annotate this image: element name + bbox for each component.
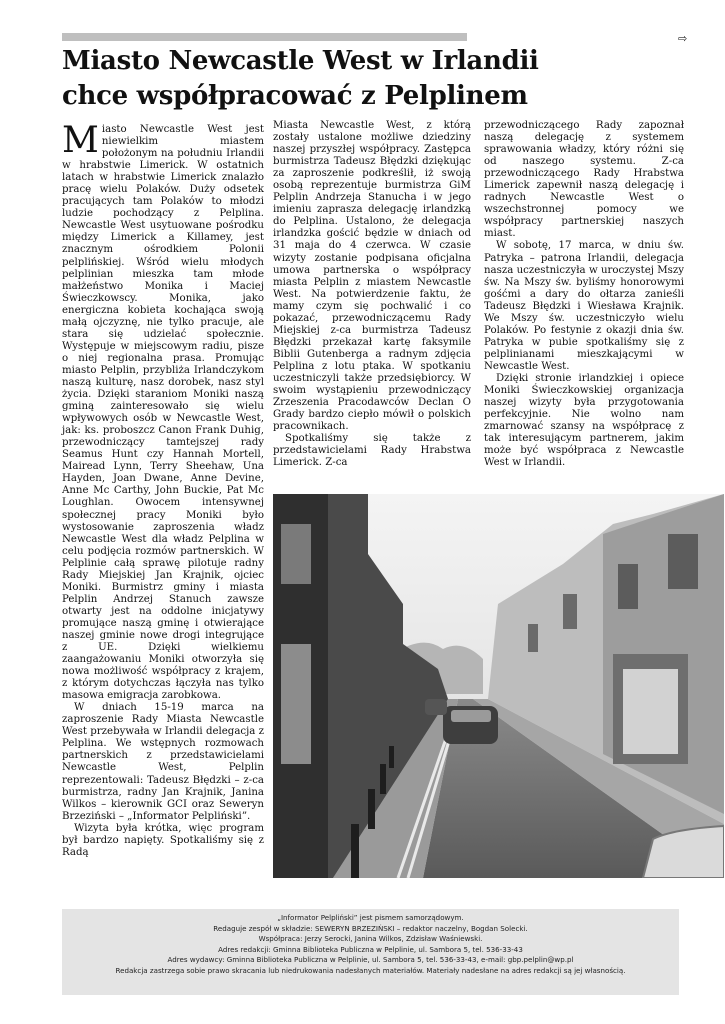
article-column-1 bbox=[62, 120, 264, 859]
shopfront-glass bbox=[623, 669, 678, 754]
article-column-3 bbox=[484, 120, 684, 469]
footer-line: Redaguje zespół w składzie: SEWERYN BRZEZIŃSKI – redaktor naczelny, Bogdan Solecki. bbox=[213, 923, 528, 933]
street-photo-illustration bbox=[273, 494, 724, 878]
right-window bbox=[668, 534, 698, 589]
page-turn-icon: ⇨ bbox=[678, 32, 688, 45]
right-window bbox=[618, 564, 638, 609]
header-rule bbox=[62, 33, 467, 41]
bollard bbox=[368, 789, 375, 829]
bollard bbox=[380, 764, 386, 794]
paragraph: przewodniczącego Rady zapoznał naszą delegację z systemem sprawowania władzy, który różni się od naszego systemu. Z-ca przewodniczącego Rady Hrabstwa Limerick zapewnił naszą delegację i radnych Newcastle West o wszechstronnej pomocy we współpracy partnerskiej naszych miast. bbox=[484, 120, 684, 240]
footer-line: Redakcja zastrzega sobie prawo skracania lub niedrukowania nadesłanych materiałów. Materiały nadesłane na adres redakcji są jej własnością. bbox=[115, 965, 626, 975]
paragraph bbox=[62, 120, 264, 702]
footer-line: „Informator Pelpliński” jest pismem samorządowym. bbox=[277, 913, 464, 922]
article-title-line-2: chce współpracować z Pelplinem bbox=[62, 81, 528, 111]
paragraph-text: iasto Newcastle West jest niewielkim miastem położonym na południu Irlandii w hrabstwie Limerick. W ostatnich latach w hrabstwie Limerick znalazło pracę wielu Polaków. Duży odsetek pracujących tam Polaków to młodzi ludzie pochodzący z Pelplina. Newcastle West usytuowane pośrodku między Limerick a Killamey, jest znacznym ośrodkiem Polonii pelplińskiej. Wśród wielu młodych pelplinian mieszka tam młode małżeństwo Monika i Maciej Świeczkowscy. Monika, jako energiczna kobieta kochająca swoją małą ojczyznę, nie tylko pracuje, ale stara się udzielać społecznie. Występuje w miejscowym radiu, pisze o niej regionalna prasa. Promując miasto Pelplin, przybliża Irlandczykom naszą kulturę, nasz dorobek, nasz styl życia. Dzięki staraniom Moniki naszą gminą zainteresowało się wielu wpływowych osób w Newcastle West, jak: ks. proboszcz Canon Frank Duhig, przewodniczący tamtejszej rady Seamus Hunt czy Hannah Mortell, Mairead Lynn, Terry Sheehaw, Una Hayden, Joan Dwane, Anne Devine, Anne Mc Carthy, John Buckie, Pat Mc Loughlan. Owocem intensywnej społecznej pracy Moniki było wystosowanie zaproszenia władz Newcastle West dla władz Pelplina w celu podjęcia rozmów partnerskich. W Pelplinie całą sprawę pilotuje radny Rady Miejskiej Jan Krajnik, ojciec Moniki. Burmistrz gminy i miasta Pelplin Andrzej Stanuch zawsze otwarty jest na oddolne inicjatywy promujące naszą gminę i otwierające naszej gminie nowe drogi integrujące z UE. Dzięki wielkiemu zaangażowaniu Moniki otworzyła się nowa możliwość współpracy z krajem, z którym dotychczas łączyła nas tylko masowa emigracja zarobkowa. bbox=[62, 124, 264, 702]
paragraph: Dzięki stronie irlandzkiej i opiece Moniki Świeczkowskiej organizacja naszej wizyty była przygotowania perfekcyjnie. Nie wolno nam zmarnować szansy na współpracę z tak interesującym partnerem, jakim może być współpraca z Newcastle West w Irlandii. bbox=[484, 372, 684, 469]
distant-car bbox=[425, 699, 447, 715]
car-window bbox=[451, 710, 491, 722]
paragraph: W sobotę, 17 marca, w dniu św. Patryka – patrona Irlandii, delegacja nasza uczestniczyła w uroczystej Mszy św. Na Mszy św. byliśmy honorowymi gośćmi a dary do ołtarza zanieśli Tadeusz Błędzki i Wiesława Krajnik. We Mszy św. uczestniczyło wielu Polaków. Po festynie z okazji dnia św. Patryka w pubie spotkaliśmy się z pelplinianami mieszkającymi w Newcastle West. bbox=[484, 240, 684, 372]
shop-window bbox=[281, 644, 311, 764]
footer-line: Adres wydawcy: Gminna Biblioteka Publiczna w Pelplinie, ul. Sambora 5, tel. 536-33-43, e-mail: gbp.pelplin@wp.pl bbox=[167, 955, 574, 965]
paragraph: Miasta Newcastle West, z którą zostały ustalone możliwe dziedziny naszej przyszłej współpracy. Zastępca burmistrza Tadeusz Błędzki dziękując za zaproszenie podkreślił, iż swoją osobą reprezentuje burmistrza GiM Pelplin Andrzeja Stanucha i w jego imieniu zaprasza delegację irlandzką do Pelplina. Ustalono, że delegacja irlandzka gościć będzie w dniach od 31 maja do 4 czerwca. W czasie wizyty zostanie podpisana oficjalna umowa partnerska o współpracy miasta Pelplin z miastem Newcastle West. Na potwierdzenie faktu, że mamy czym się pochwalić i co pokazać, przewodniczącemu Rady Miejskiej z-ca burmistrza Tadeusz Błędzki przekazał kartę faksymile Biblii Gutenberga a radnym zdjęcia Pelplina z lotu ptaka. W spotkaniu uczestniczyli także przedsiębiorcy. W swoim wystąpieniu przewodniczący Zrzeszenia Pracodawców Declan O Grady bardzo ciepło mówił o polskich pracownikach. bbox=[273, 120, 471, 433]
street-photo bbox=[273, 494, 724, 878]
paragraph: Wizyta była krótka, więc program był bardzo napięty. Spotkaliśmy się z Radą bbox=[62, 822, 264, 858]
right-window bbox=[563, 594, 577, 629]
article-title bbox=[62, 44, 662, 114]
article-title-line-1: Miasto Newcastle West w Irlandii bbox=[62, 46, 539, 76]
bollard bbox=[389, 746, 394, 768]
drop-cap: M bbox=[62, 120, 99, 161]
paragraph: Spotkaliśmy się także z przedstawicielami Rady Hrabstwa Limerick. Z-ca bbox=[273, 433, 471, 469]
paragraph: W dniach 15-19 marca na zaproszenie Rady Miasta Newcastle West przebywała w Irlandii delegacja z Pelplina. We wstępnych rozmowach partnerskich z przedstawicielami Newcastle West, Pelplin reprezentowali: Tadeusz Błędzki – z-ca burmistrza, radny Jan Krajnik, Janina Wilkos – kierownik GCI oraz Seweryn Brzeziński – „Informator Pelpliński”. bbox=[62, 702, 264, 822]
bollard bbox=[351, 824, 359, 878]
footer-line: Współpraca: Jerzy Serocki, Janina Wilkos, Zdzisław Waśniewski. bbox=[258, 934, 483, 944]
upper-window bbox=[281, 524, 311, 584]
footer-line: Adres redakcji: Gminna Biblioteka Publiczna w Pelplinie, ul. Sambora 5, tel. 536-33-43 bbox=[218, 944, 523, 954]
article-column-2 bbox=[273, 120, 471, 469]
masthead-footer bbox=[62, 909, 679, 995]
right-window bbox=[528, 624, 538, 652]
